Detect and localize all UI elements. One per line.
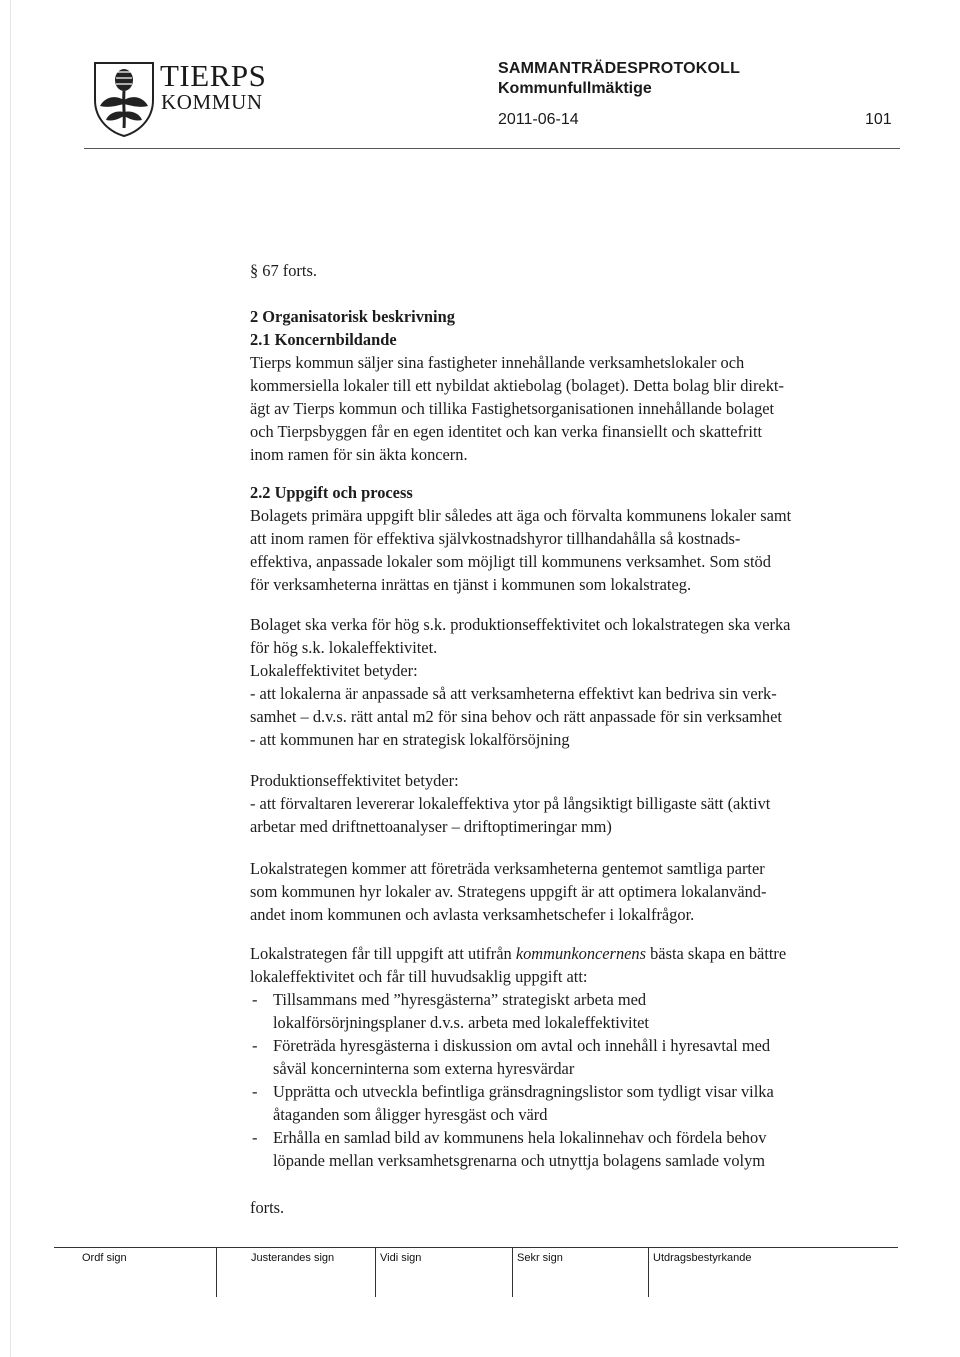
paragraph-line: samhet – d.v.s. rätt antal m2 för sina behov och rätt anpassade för sin verksamhet (250, 707, 782, 726)
bullet-dash: - (252, 1036, 258, 1055)
document-type: SAMMANTRÄDESPROTOKOLL (498, 60, 741, 77)
signature-box-divider (375, 1247, 376, 1297)
list-item-continuation: lokalförsörjningsplaner d.v.s. arbeta med lokaleffektivitet (273, 1013, 649, 1032)
header-divider (84, 148, 900, 149)
paragraph-line: Lokaleffektivitet betyder: (250, 661, 418, 680)
paragraph-line: Bolagets primära uppgift blir således att äga och förvalta kommunens lokaler samt (250, 506, 792, 525)
paragraph-line: arbetar med driftnettoanalyser – driftoptimeringar mm) (250, 817, 612, 836)
chair-signature-label: Ordf sign (82, 1252, 127, 1264)
paragraph-line: som kommunen hyr lokaler av. Strategens uppgift är att optimera lokalanvänd- (250, 882, 767, 901)
tierps-crest-icon (92, 60, 156, 138)
bullet-dash: - (252, 1128, 258, 1147)
task-text-pre: Lokalstrategen får till uppgift att utifrån (250, 944, 516, 963)
paragraph-line: andet inom kommunen och avlasta verksamhetschefer i lokalfrågor. (250, 905, 695, 924)
paragraph-line: kommersiella lokaler till ett nybildat aktiebolag (bolaget). Detta bolag blir direkt- (250, 376, 784, 395)
org-name-line2: KOMMUN (161, 90, 263, 114)
paragraph-line: - att kommunen har en strategisk lokalförsöjning (250, 730, 570, 749)
footer-divider (54, 1247, 898, 1248)
section-reference: § 67 forts. (250, 261, 317, 280)
paragraph-line: - att förvaltaren levererar lokaleffektiva ytor på långsiktigt billigaste sätt (aktivt (250, 794, 771, 813)
org-name-line1: TIERPS (160, 58, 267, 93)
list-item-continuation: såväl koncerninterna som externa hyresvärdar (273, 1059, 575, 1078)
secretary-signature-label: Sekr sign (517, 1252, 563, 1264)
paragraph-line: för hög s.k. lokaleffektivitet. (250, 638, 438, 657)
signature-box-divider (216, 1247, 217, 1297)
paragraph-line: att inom ramen för effektiva självkostnadshyror tillhandahålla så kostnads- (250, 529, 741, 548)
paragraph-line: Bolaget ska verka för hög s.k. produktionseffektivitet och lokalstrategen ska verka (250, 615, 791, 634)
list-item: Erhålla en samlad bild av kommunens hela lokalinnehav och fördela behov (273, 1128, 767, 1147)
task-text-post: bästa skapa en bättre (646, 944, 787, 963)
paragraph-line: Tierps kommun säljer sina fastigheter innehållande verksamhetslokaler och (250, 353, 745, 372)
paragraph-line: Lokalstrategen kommer att företräda verksamheterna gentemot samtliga parter (250, 859, 765, 878)
list-item-continuation: åtaganden som åligger hyresgäst och värd (273, 1105, 548, 1124)
signature-box-divider (648, 1247, 649, 1297)
list-item: Upprätta och utveckla befintliga gränsdragningslistor som tydligt visar vilka (273, 1082, 774, 1101)
paragraph-line: ägt av Tierps kommun och tillika Fastighetsorganisationen innehållande bolaget (250, 399, 775, 418)
heading-uppgift-process: 2.2 Uppgift och process (250, 483, 413, 502)
paragraph-line: och Tierpsbyggen får en egen identitet och kan verka finansiellt och skattefritt (250, 422, 763, 441)
list-item-continuation: löpande mellan verksamhetsgrenarna och utnyttja bolagens samlade volym (273, 1151, 766, 1170)
task-text-italic: kommunkoncernens (515, 944, 646, 963)
list-item: Tillsammans med ”hyresgästerna” strategiskt arbeta med (273, 990, 647, 1009)
meeting-date: 2011-06-14 (498, 111, 579, 128)
extract-certification-label: Utdragsbestyrkande (653, 1252, 752, 1264)
bullet-dash: - (252, 1082, 258, 1101)
heading-organisation: 2 Organisatorisk beskrivning (250, 307, 455, 326)
paragraph-line: effektiva, anpassade lokaler som möjligt till kommunens verksamhet. Som stöd (250, 552, 771, 571)
continued-marker: forts. (250, 1198, 285, 1217)
page-number: 101 (865, 111, 892, 128)
paragraph-line: Produktionseffektivitet betyder: (250, 771, 459, 790)
adjuster-signature-label: Justerandes sign (251, 1252, 335, 1264)
paragraph-line: inom ramen för sin äkta koncern. (250, 445, 468, 464)
vidi-signature-label: Vidi sign (380, 1252, 422, 1264)
paragraph-line (250, 943, 786, 966)
paragraph-line: - att lokalerna är anpassade så att verksamheterna effektivt kan bedriva sin verk- (250, 684, 777, 703)
heading-koncernbildande: 2.1 Koncernbildande (250, 330, 397, 349)
paragraph-line: lokaleffektivitet och får till huvudsaklig uppgift att: (250, 967, 588, 986)
bullet-dash: - (252, 990, 258, 1009)
signature-box-divider (512, 1247, 513, 1297)
scan-edge (10, 0, 11, 1357)
list-item: Företräda hyresgästerna i diskussion om avtal och innehåll i hyresavtal med (273, 1036, 771, 1055)
paragraph-line: för verksamheterna inrättas en tjänst i kommunen som lokalstrateg. (250, 575, 692, 594)
meeting-body: Kommunfullmäktige (498, 80, 652, 97)
